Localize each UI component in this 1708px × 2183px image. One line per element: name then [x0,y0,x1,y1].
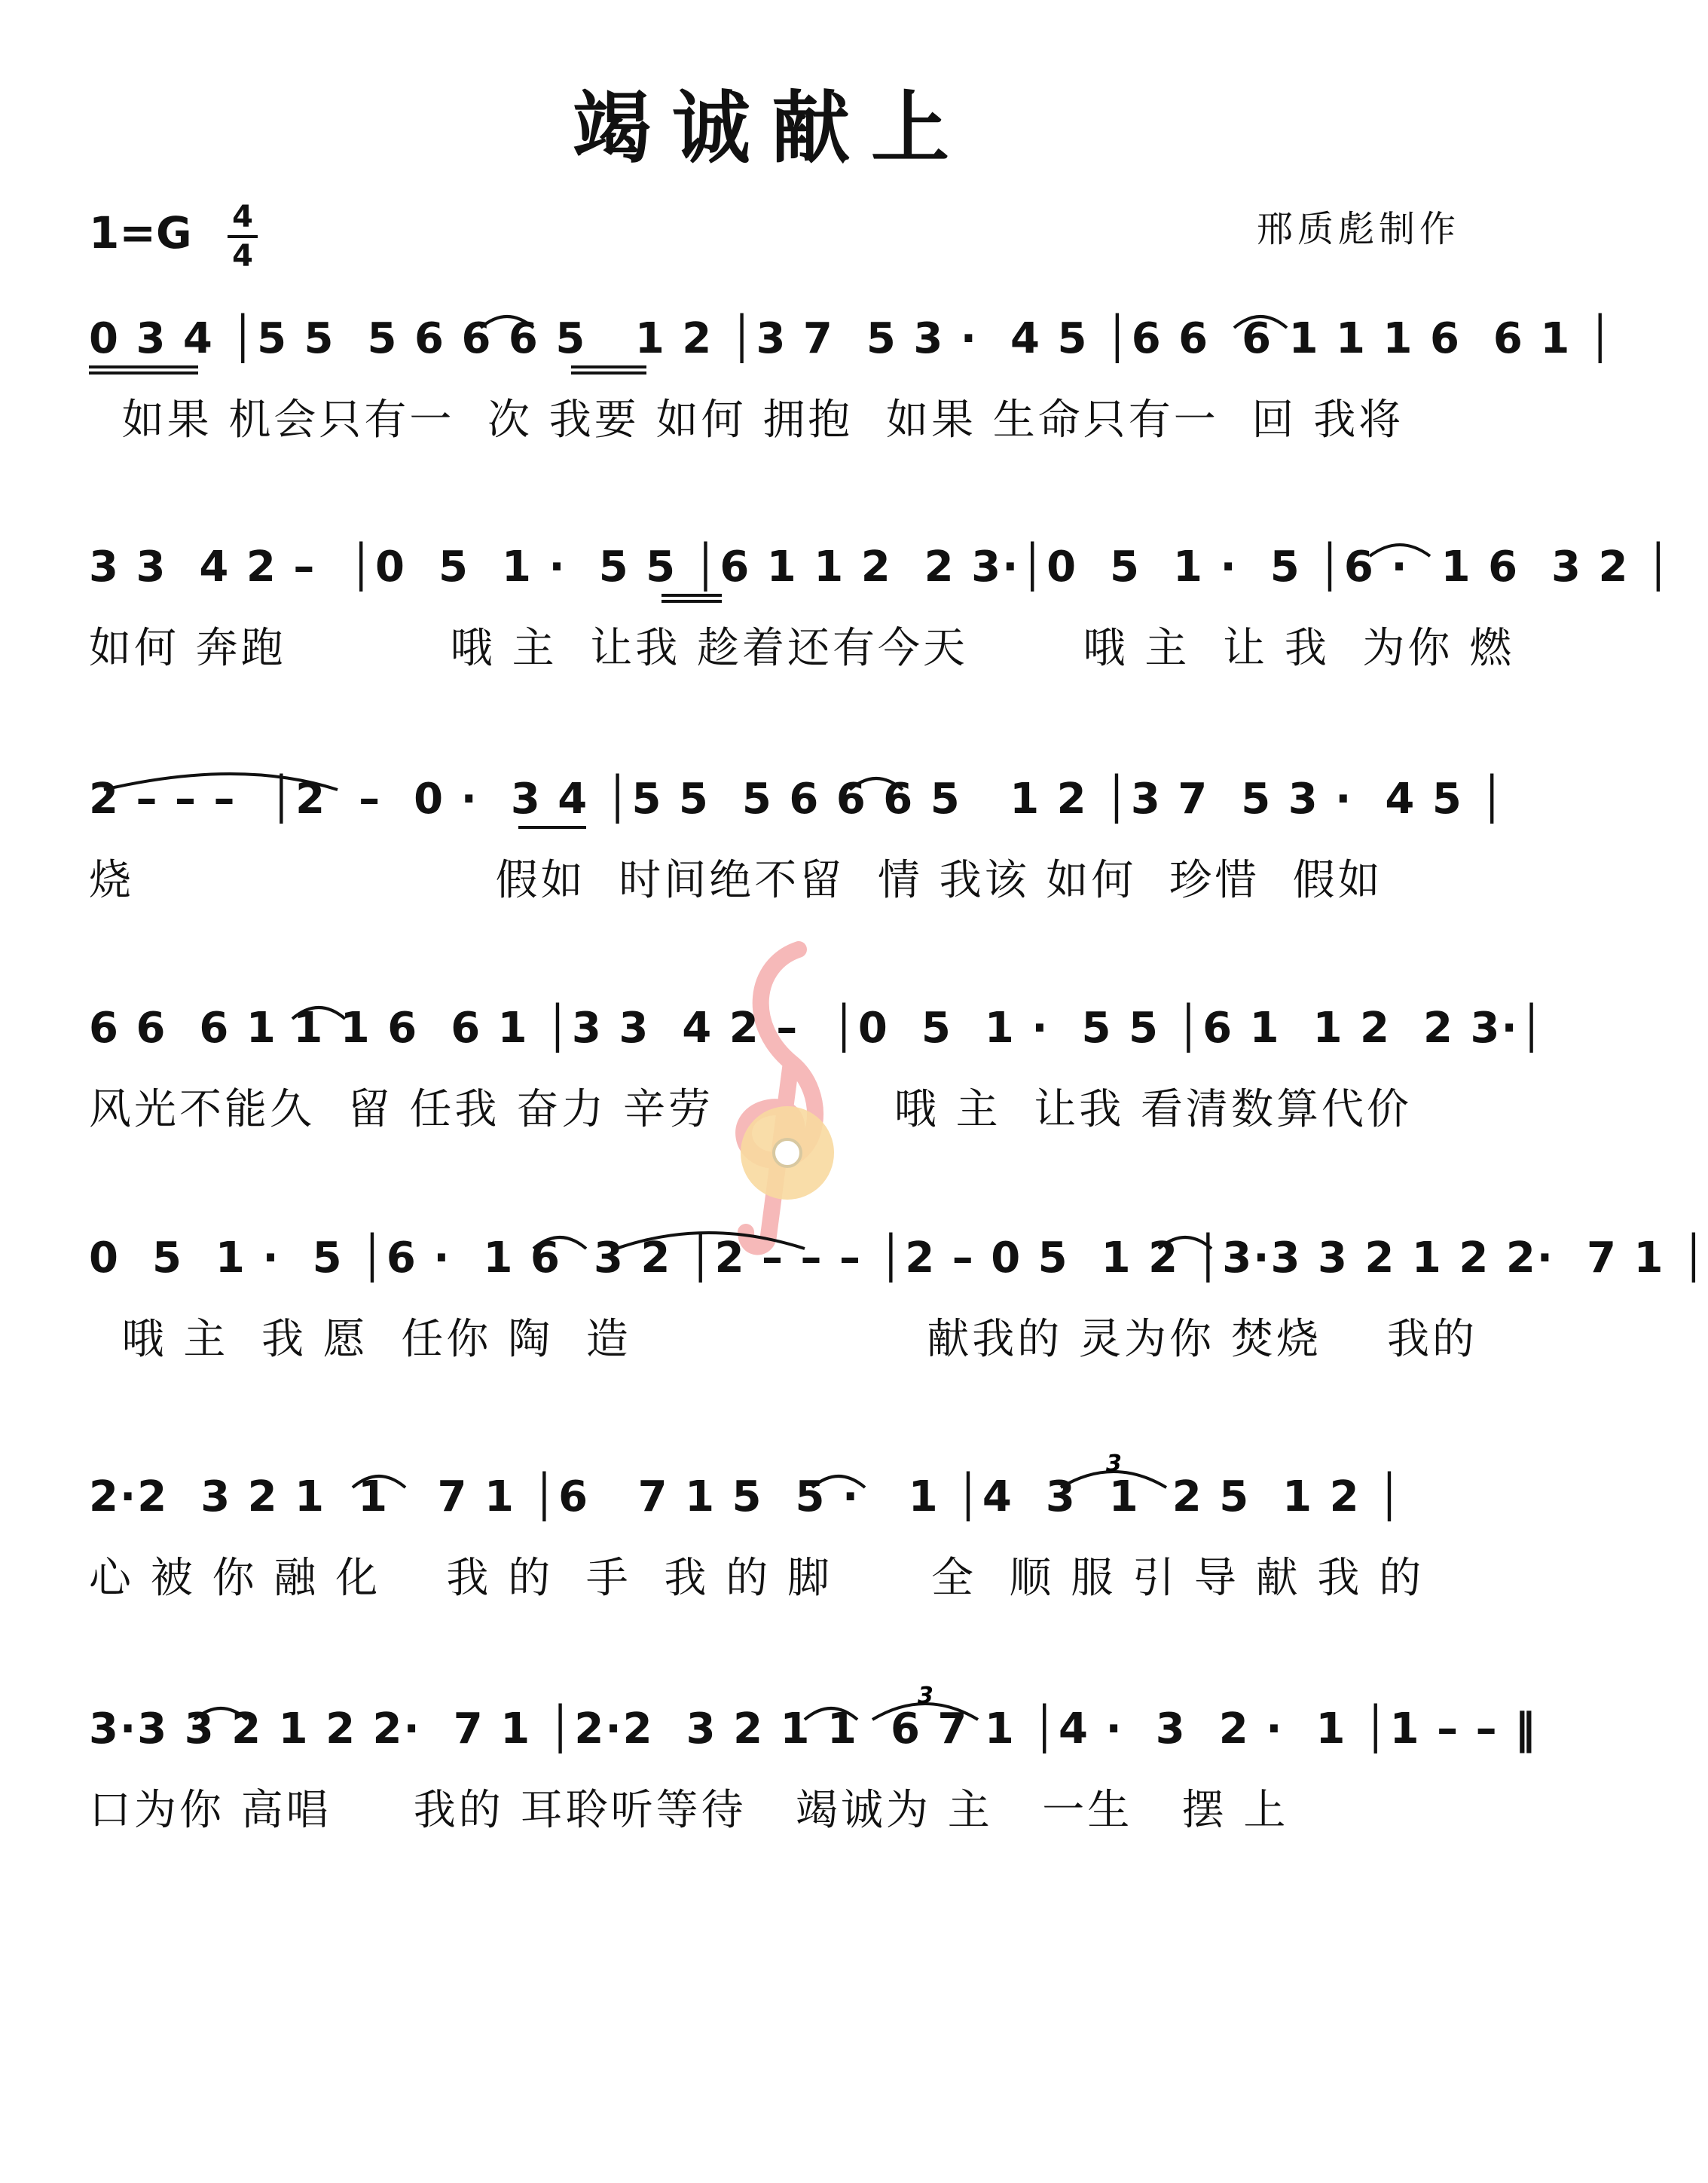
key-signature: 1=G [89,207,192,258]
score-row-6 [89,1451,1465,1629]
row-2-notes: 3 3 4 2 – │0 5 1 · 5 5 │6 1 1 2 2 3·│0 5 1 · 5 │6 · 1 6 3 2 │ [89,543,1673,592]
row-4-notes: 6 6 6 1 1 1 6 6 1 │3 3 4 2 – │0 5 1 · 5 5 │6 1 1 2 2 3·│ [89,1004,1546,1053]
row-2-lyrics: 如何 奔跑 哦 主 让我 趁着还有今天 哦 主 让 我 为你 燃 [89,624,1515,673]
time-signature-top: 4 [232,200,253,234]
row-5-lyrics: 哦 主 我 愿 任你 陶 造 献我的 灵为你 焚烧 我的 [89,1315,1478,1364]
row-5-notes: 0 5 1 · 5 │6 · 1 6 3 2 │2 – – – │2 – 0 5 1 2 │3·3 3 2 1 2 2· 7 1 │ [89,1234,1708,1283]
row-3-lyrics: 烧 假如 时间绝不留 情 我该 如何 珍惜 假如 [89,856,1383,905]
row-4-lyrics: 风光不能久 留 任我 奋力 辛劳 哦 主 让我 看清数算代价 [89,1085,1413,1134]
row-1-lyrics: 如果 机会只有一 次 我要 如何 拥抱 如果 生命只有一 回 我将 [89,396,1404,445]
triplet-mark-1: 3 [1106,1451,1122,1477]
row-7-notes: 3·3 3 2 1 2 2· 7 1 │2·2 3 2 1 1 6 7 1 │4 · 3 2 · 1 │1 – – ‖ [89,1705,1538,1753]
score-row-3 [89,758,1507,931]
score-row-5 [89,1217,1708,1390]
score-row-2 [89,526,1673,699]
score-row-7 [89,1683,1538,1861]
row-3-notes: 2 – – – │2 – 0 · 3 4 │5 5 5 6 6 6 5 1 2 │3 7 5 3 · 4 5 │ [89,775,1507,824]
row-6-lyrics: 心 被 你 融 化 我 的 手 我 的 脚 全 顺 服 引 导 献 我 的 [89,1554,1425,1603]
time-signature-divider [228,235,258,238]
row-6-notes: 2·2 3 2 1 1 7 1 │6 7 1 5 5 · 1 │4 3 1 2 5 1 2 │ [89,1472,1404,1521]
time-signature-bottom: 4 [232,239,253,274]
score-row-1 [89,298,1615,471]
row-1-notes: 0 3 4 │5 5 5 6 6 6 5 1 2 │3 7 5 3 · 4 5 │6 6 6 1 1 1 6 6 1 │ [89,314,1615,363]
triplet-mark-2: 3 [918,1683,933,1709]
score-row-4 [89,987,1546,1160]
song-title: 竭诚献上 [572,82,970,174]
time-signature [228,200,258,274]
row-7-lyrics: 口为你 高唱 我的 耳聆听等待 竭诚为 主 一生 摆 上 [89,1786,1289,1835]
score-credit: 邢质彪制作 [1256,208,1460,250]
